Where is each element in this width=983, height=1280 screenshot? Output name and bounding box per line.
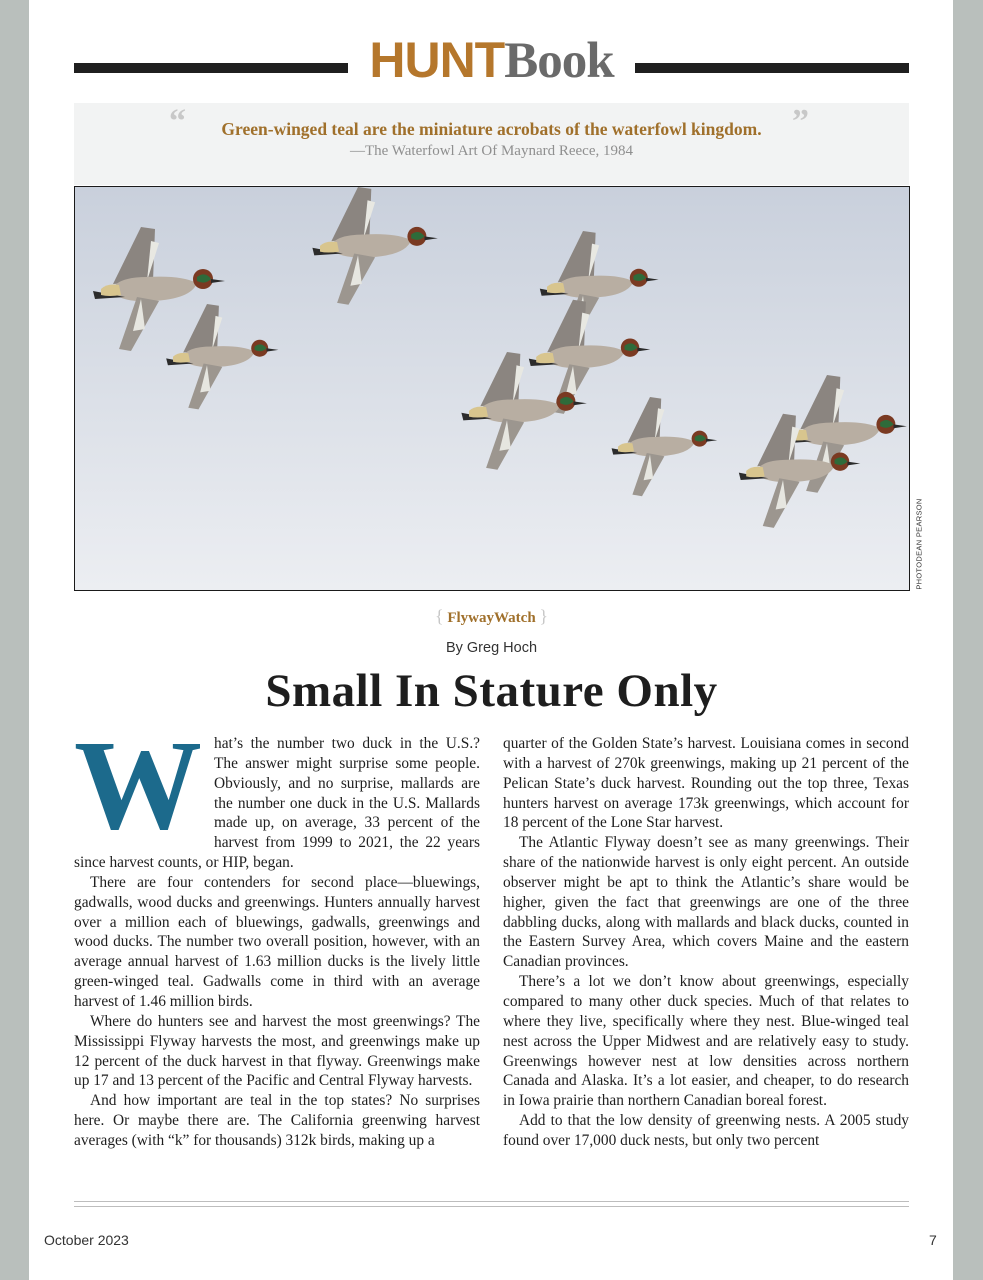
- byline: By Greg Hoch: [445, 640, 538, 656]
- article-column-right: [503, 734, 909, 1151]
- drop-cap: W: [74, 714, 202, 856]
- quote-close-mark: ”: [792, 103, 809, 140]
- article-column-left: [74, 714, 480, 1151]
- paragraph: Where do hunters see and harvest the most greenwings? The Mississippi Flyway harvests the most, and greenwings make up 12 percent of the duck harvest in that flyway. Greenwings make up 17 and 13 percent of the Pacific and Central Flyway harvests.: [74, 1012, 480, 1090]
- paragraph: [74, 714, 480, 873]
- masthead-hunt: HUNT: [369, 32, 505, 88]
- masthead-title: [354, 30, 629, 103]
- section-label: [0, 606, 983, 627]
- masthead-book: Book: [504, 33, 614, 89]
- paragraph: There are four contenders for second place—bluewings, gadwalls, wood ducks and greenwings. Hunters annually harvest over a million each of bluewings, gadwalls, greenwings and wood ducks. The number two overall position, however, with an average annual harvest of 1.63 million ducks is the lively little green-winged teal. Gadwalls come in third with an average harvest of 1.46 million birds.: [74, 873, 480, 1010]
- pull-quote: [74, 103, 909, 185]
- issue-date: October 2023: [44, 1232, 129, 1248]
- photo-credit: [904, 496, 934, 592]
- paragraph: The Atlantic Flyway doesn’t see as many greenwings. Their share of the nationwide harvest is only eight percent. An outside observer might be apt to think the Atlantic’s share would be higher, given the fact that greenwings are one of the three dabbling ducks, along with mallards and black ducks, counted in the Eastern Survey Area, which covers Maine and the eastern Canadian provinces.: [503, 834, 909, 971]
- paragraph: quarter of the Golden State’s harvest. Louisiana comes in second with a harvest of 270k greenwings, making up 21 percent of the Pelican State’s duck harvest. Rounding out the top three, Texas hunters harvest on average 173k greenwings, which account for 18 percent of the Lone Star harvest.: [503, 735, 909, 832]
- masthead-rule-right: [635, 63, 909, 73]
- masthead: [74, 30, 909, 90]
- paragraph: And how important are teal in the top states? No surprises here. Or maybe there are. The California greenwing harvest averages (with “k” for thousands) 312k birds, making up a: [74, 1092, 480, 1149]
- teal-flock-illustration: [75, 187, 909, 590]
- paragraph: Add to that the low density of greenwing nests. A 2005 study found over 17,000 duck nests, but only two percent: [503, 1112, 909, 1149]
- paragraph-text: hat’s the number two duck in the U.S.? The answer might surprise some people. Obviously, and no surprise, mallards are the number one duck in the U.S. Mallards made up, on average, 33 percent of the harvest from 1999 to 2021, the 22 years since harvest counts, or HIP, began.: [74, 735, 480, 872]
- paragraph: There’s a lot we don’t know about greenwings, especially compared to many other duck species. Much of that relates to where they live, specifically where they nest. Blue-winged teal nest across the Upper Midwest and are relatively easy to study. Greenwings however nest at low densities across northern Canada and Alaska. It’s a lot easier, and cheaper, to do research in Iowa prairie than northern Canadian boreal forest.: [503, 973, 909, 1110]
- masthead-rule-left: [74, 63, 348, 73]
- quote-text: Green-winged teal are the miniature acrobats of the waterfowl kingdom.: [221, 119, 762, 139]
- teal-flock-photo: [74, 186, 910, 591]
- quote-open-mark: “: [169, 103, 186, 140]
- quote-source: —The Waterfowl Art Of Maynard Reece, 1984: [349, 143, 633, 159]
- section-brace-close: }: [539, 606, 549, 626]
- section-brace-open: {: [434, 606, 444, 626]
- photo-credit-text: PHOTODEAN PEARSON: [914, 498, 924, 590]
- section-label-text: FlywayWatch: [447, 610, 536, 626]
- headline: Small In Stature Only: [265, 665, 718, 717]
- footer-rule: [74, 1201, 909, 1207]
- page-number: 7: [929, 1232, 937, 1248]
